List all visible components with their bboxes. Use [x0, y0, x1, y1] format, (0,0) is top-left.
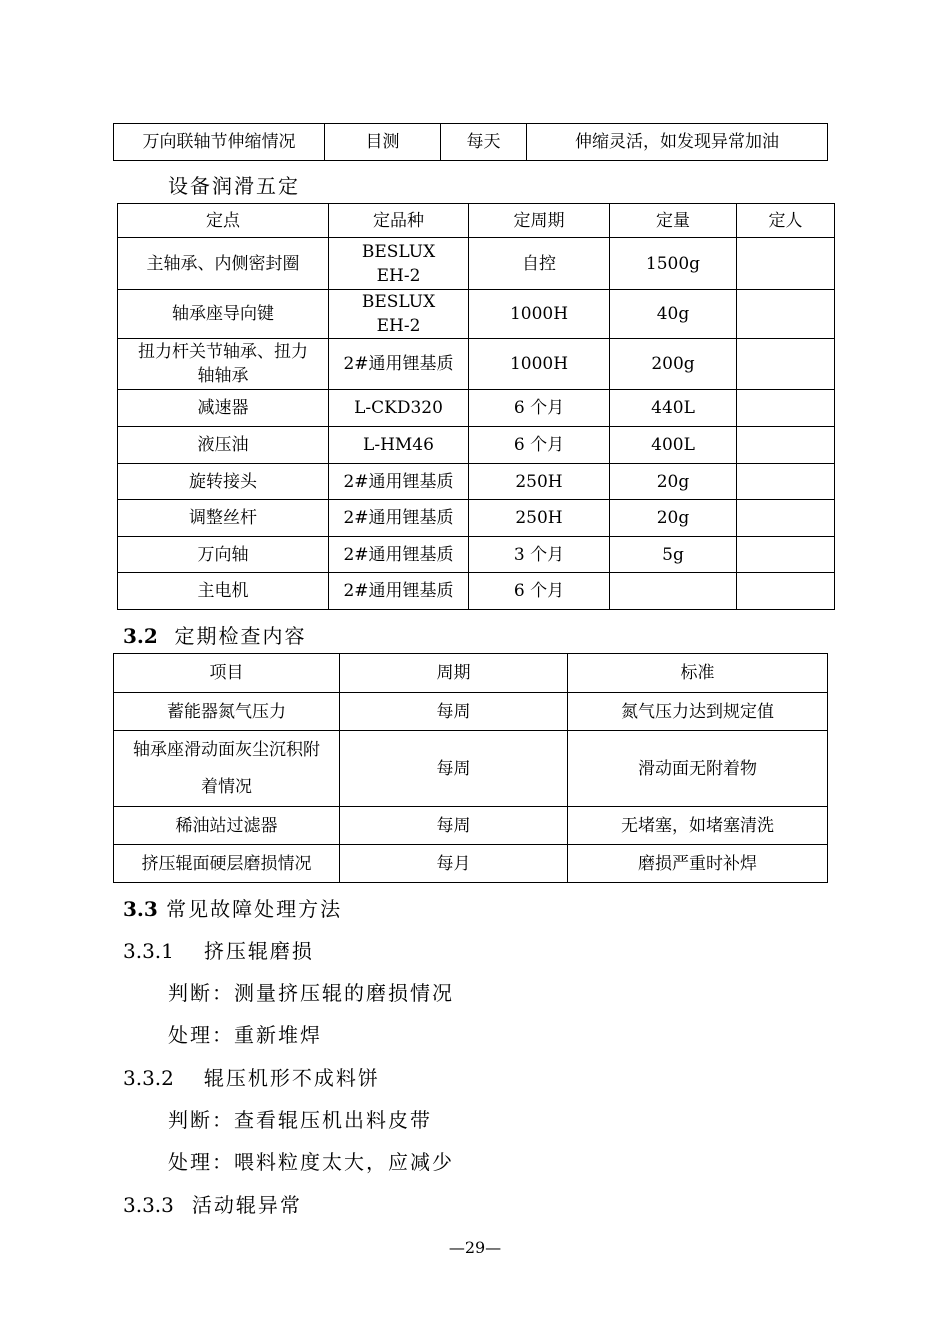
- table-cell: 每周: [340, 807, 568, 845]
- table-cell: 20g: [610, 500, 737, 537]
- table-cell: 1000H: [469, 339, 610, 390]
- table-cell: [610, 573, 737, 610]
- table-cell: 磨损严重时补焊: [568, 845, 828, 883]
- subsection-3-3-1: [123, 935, 314, 964]
- section-title: 定期检查内容: [174, 624, 307, 648]
- table-row: [118, 339, 835, 390]
- subsection-3-3-2: [123, 1062, 380, 1091]
- section-heading-3-2: [123, 620, 307, 649]
- header-cell: 定点: [118, 204, 329, 238]
- handle-line: 处理：重新堆焊: [168, 1023, 322, 1047]
- table-row: [118, 427, 835, 464]
- table-header-row: [118, 204, 835, 238]
- table-cell: 20g: [610, 464, 737, 500]
- table-cell: 轴承座滑动面灰尘沉积附着情况: [114, 731, 340, 807]
- header-cell: 标准: [568, 654, 828, 693]
- table-row: [118, 290, 835, 339]
- table-cell: 200g: [610, 339, 737, 390]
- table-cell: 挤压辊面硬层磨损情况: [114, 845, 340, 883]
- judge-line: 判断：查看辊压机出料皮带: [168, 1108, 432, 1132]
- table-row: [118, 500, 835, 537]
- subsection-number: 3.3.2: [123, 1066, 174, 1090]
- table-cell: 旋转接头: [118, 464, 329, 500]
- judge-line: 判断：测量挤压辊的磨损情况: [168, 981, 454, 1005]
- table-cell: 扭力杆关节轴承、扭力轴轴承: [118, 339, 329, 390]
- table-cell: 万向轴: [118, 537, 329, 573]
- table-cell: 万向联轴节伸缩情况: [114, 124, 325, 161]
- table-row: [114, 845, 828, 883]
- table-cell: 3 个月: [469, 537, 610, 573]
- table-cell: BESLUX EH-2: [329, 290, 469, 339]
- table-row: [118, 464, 835, 500]
- subsection-title: 挤压辊磨损: [203, 939, 314, 963]
- lube-title: 设备润滑五定: [168, 174, 300, 198]
- table-cell: 1000H: [469, 290, 610, 339]
- table-row: [118, 573, 835, 610]
- handle-line: 处理：喂料粒度太大，应减少: [168, 1150, 454, 1174]
- table-cell: 400L: [610, 427, 737, 464]
- table-cell: 每周: [340, 693, 568, 731]
- table-cell: 每天: [441, 124, 527, 161]
- table-cell: 无堵塞，如堵塞清洗: [568, 807, 828, 845]
- table-cell: 每月: [340, 845, 568, 883]
- header-cell: 定量: [610, 204, 737, 238]
- table-cell: 6 个月: [469, 427, 610, 464]
- lube-table: [117, 203, 835, 610]
- top-table: [113, 123, 828, 161]
- header-cell: 周期: [340, 654, 568, 693]
- header-cell: 定周期: [469, 204, 610, 238]
- table-cell: 蓄能器氮气压力: [114, 693, 340, 731]
- table-row: [114, 731, 828, 807]
- table-cell: L-HM46: [329, 427, 469, 464]
- subsection-number: 3.3.3: [123, 1193, 174, 1217]
- table-row: [118, 238, 835, 290]
- table-cell: 6 个月: [469, 390, 610, 427]
- table-cell: 自控: [469, 238, 610, 290]
- table-cell: [737, 290, 835, 339]
- table-cell: [737, 390, 835, 427]
- header-cell: 定品种: [329, 204, 469, 238]
- table-cell: [737, 464, 835, 500]
- table-cell: 2#通用锂基质: [329, 573, 469, 610]
- table-cell: [737, 573, 835, 610]
- table-cell: 250H: [469, 464, 610, 500]
- table-row: [118, 390, 835, 427]
- table-cell: [737, 238, 835, 290]
- table-cell: 伸缩灵活，如发现异常加油: [527, 124, 828, 161]
- table-cell: [737, 537, 835, 573]
- table-cell: 氮气压力达到规定值: [568, 693, 828, 731]
- table-cell: 主轴承、内侧密封圈: [118, 238, 329, 290]
- table-cell: 滑动面无附着物: [568, 731, 828, 807]
- header-cell: 项目: [114, 654, 340, 693]
- header-cell: 定人: [737, 204, 835, 238]
- table-cell: BESLUX EH-2: [329, 238, 469, 290]
- table-cell: 每周: [340, 731, 568, 807]
- subsection-number: 3.3.1: [123, 939, 174, 963]
- table-row: [114, 807, 828, 845]
- table-cell: 目测: [325, 124, 441, 161]
- subsection-title: 活动辊异常: [191, 1193, 302, 1217]
- table-cell: 6 个月: [469, 573, 610, 610]
- table-cell: 2#通用锂基质: [329, 339, 469, 390]
- table-cell: 40g: [610, 290, 737, 339]
- inspection-table: [113, 653, 828, 883]
- table-cell: 440L: [610, 390, 737, 427]
- table-cell: 1500g: [610, 238, 737, 290]
- subsection-3-3-3: [123, 1189, 302, 1218]
- section-heading-3-3: [123, 893, 342, 922]
- table-cell: 调整丝杆: [118, 500, 329, 537]
- table-row: [114, 693, 828, 731]
- table-cell: L-CKD320: [329, 390, 469, 427]
- table-cell: 250H: [469, 500, 610, 537]
- table-row: [114, 124, 828, 161]
- page-number: —29—: [448, 1238, 502, 1257]
- table-cell: 液压油: [118, 427, 329, 464]
- subsection-title: 辊压机形不成料饼: [203, 1066, 380, 1090]
- table-cell: [737, 339, 835, 390]
- table-cell: 主电机: [118, 573, 329, 610]
- section-number: 3.3: [123, 897, 158, 921]
- section-title: 常见故障处理方法: [166, 897, 343, 921]
- table-cell: 2#通用锂基质: [329, 500, 469, 537]
- table-cell: 稀油站过滤器: [114, 807, 340, 845]
- table-header-row: [114, 654, 828, 693]
- table-cell: 5g: [610, 537, 737, 573]
- table-cell: 2#通用锂基质: [329, 464, 469, 500]
- table-cell: [737, 427, 835, 464]
- table-cell: 2#通用锂基质: [329, 537, 469, 573]
- table-cell: 减速器: [118, 390, 329, 427]
- section-number: 3.2: [123, 624, 158, 648]
- table-cell: 轴承座导向键: [118, 290, 329, 339]
- table-row: [118, 537, 835, 573]
- table-cell: [737, 500, 835, 537]
